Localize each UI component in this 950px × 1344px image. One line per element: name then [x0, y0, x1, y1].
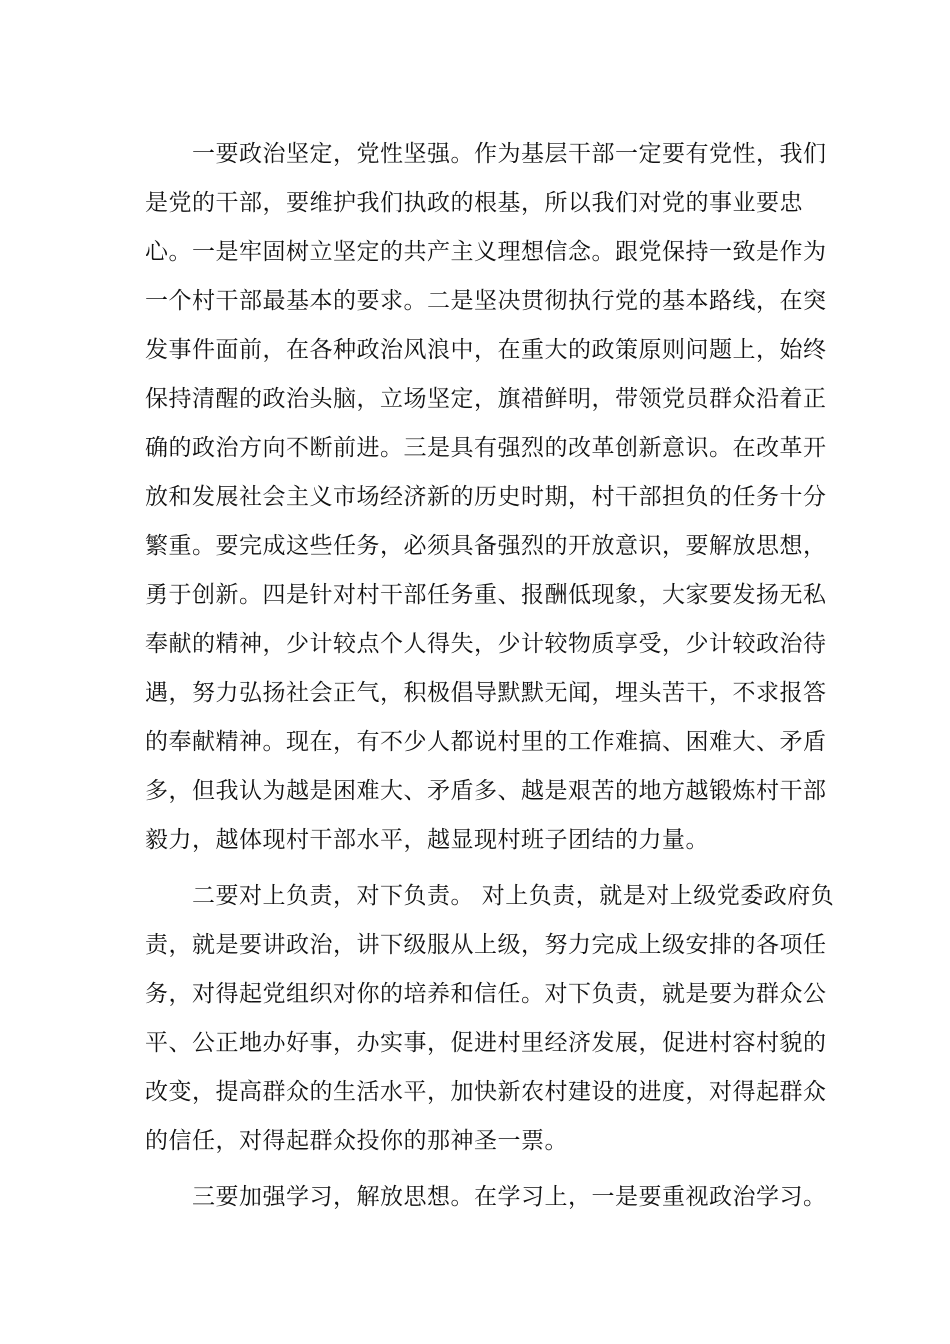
- paragraph-2-line-1: 二要对上负责，对下负责。 对上负责，就是对上级党委政府负: [192, 883, 835, 909]
- paragraph-1-line-9: 繁重。要完成这些任务，必须具备强烈的开放意识，要解放思想，: [145, 533, 827, 559]
- paragraph-1-line-6: 保持清醒的政治头脑，立场坚定，旗䄍鲜明，带领党员群众沿着正: [145, 386, 827, 412]
- paragraph-2-line-6: 的信任，对得起群众投你的那神圣一票。: [145, 1128, 568, 1154]
- paragraph-1-line-10: 勇于创新。四是针对村干部任务重、报酬低现象，大家要发扬无私: [145, 582, 827, 608]
- paragraph-3-line-1: 三要加强学习，解放思想。在学习上，一是要重视政治学习。: [192, 1184, 827, 1210]
- paragraph-1-line-4: 一个村干部最基本的要求。二是坚决贯彻执行党的基本路线，在突: [145, 288, 827, 314]
- paragraph-2-line-4: 平、公正地办好事，办实事，促进村里经济发展，促进村容村貌的: [145, 1030, 827, 1056]
- paragraph-1-line-5: 发事件面前，在各种政治风浪中，在重大的政策原则问题上，始终: [145, 337, 827, 363]
- paragraph-2-line-2: 责，就是要讲政治，讲下级服从上级，努力完成上级安排的各项任: [145, 932, 827, 958]
- paragraph-1-line-3: 心。一是牢固树立坚定的共产主义理想信念。跟党保持一致是作为: [145, 239, 827, 265]
- paragraph-1-line-13: 的奉献精神。现在，有不少人都说村里的工作难搞、困难大、矛盾: [145, 729, 827, 755]
- paragraph-1-line-15: 毅力，越体现村干部水平，越显现村班子团结的力量。: [145, 827, 709, 853]
- paragraph-1-line-1: 一要政治坚定，党性坚强。作为基层干部一定要有党性，我们: [192, 141, 827, 167]
- paragraph-1-line-12: 遇，努力弘扬社会正气，积极倡导默默无闻，埋头苦干，不求报答: [145, 680, 827, 706]
- paragraph-1-line-7: 确的政治方向不断前进。三是具有强烈的改革创新意识。在改革开: [145, 435, 827, 461]
- paragraph-1-line-2: 是党的干部，要维护我们执政的根基，所以我们对党的事业要忠: [145, 190, 803, 216]
- paragraph-2-line-5: 改变，提高群众的生活水平，加快新农村建设的进度，对得起群众: [145, 1079, 827, 1105]
- paragraph-2-line-3: 务，对得起党组织对你的培养和信任。对下负责，就是要为群众公: [145, 981, 827, 1007]
- paragraph-1-line-14: 多，但我认为越是困难大、矛盾多、越是艰苦的地方越锻炼村干部: [145, 778, 827, 804]
- paragraph-1-line-8: 放和发展社会主义市场经济新的历史时期，村干部担负的任务十分: [145, 484, 827, 510]
- paragraph-1-line-11: 奉献的精神，少计较点个人得失，少计较物质享受，少计较政治待: [145, 631, 827, 657]
